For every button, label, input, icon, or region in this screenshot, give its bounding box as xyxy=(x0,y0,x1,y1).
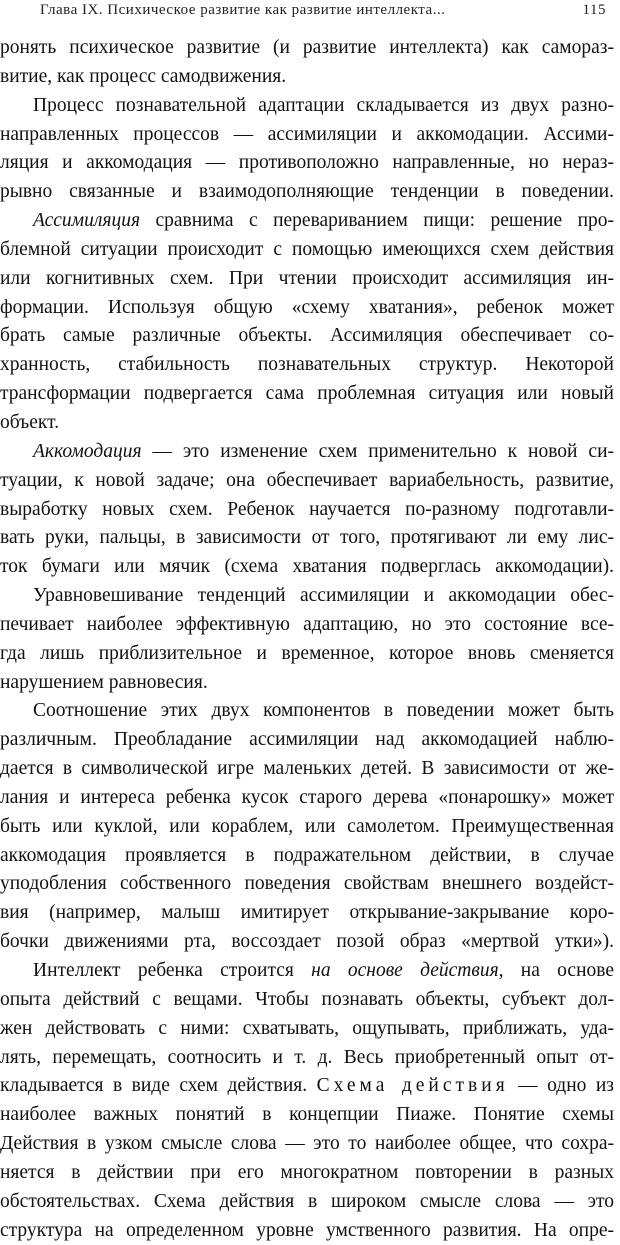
line-text: вать руки, пальцы, в зависимости от того, протягивают ли ему лис- xyxy=(0,527,614,549)
text-body xyxy=(0,34,620,1245)
text-line xyxy=(0,899,620,928)
text-line xyxy=(0,726,620,755)
line-text: различным. Преобладание ассимиляции над аккомодацией наблю- xyxy=(0,729,614,751)
text-line xyxy=(0,1072,620,1101)
text-line xyxy=(0,322,620,351)
text-line xyxy=(0,438,620,467)
text-line xyxy=(0,784,620,813)
text-line xyxy=(0,380,620,409)
running-header xyxy=(40,2,606,24)
text-line xyxy=(0,870,620,899)
line-text: дается в символической игре маленьких детей. В зависимости от же- xyxy=(0,758,614,780)
text-line xyxy=(0,63,620,92)
text-line xyxy=(0,957,620,986)
text-line xyxy=(0,1044,620,1073)
italic-term: на основе действия, xyxy=(311,960,504,981)
line-text: Соотношение этих двух компонентов в поведении может быть xyxy=(33,700,614,722)
line-text: объект. xyxy=(0,411,60,433)
text-line xyxy=(0,34,620,63)
text-line xyxy=(0,669,620,698)
line-text: аккомодация проявляется в подражательном действии, в случае xyxy=(0,844,614,866)
text-line xyxy=(0,582,620,611)
line-text: бочки движениями рта, воссоздает позой образ «мертвой утки»). xyxy=(0,931,614,953)
line-text: быть или куклой, или кораблем, или самолетом. Преимущественная xyxy=(0,815,614,837)
line-text: лять, перемещать, соотносить и т. д. Весь приобретенный опыт от- xyxy=(0,1046,614,1068)
text-line xyxy=(0,1188,620,1217)
line-text: наиболее важных понятий в концепции Пиаже. Понятие схемы xyxy=(0,1104,614,1126)
text-line xyxy=(0,265,620,294)
text-line xyxy=(0,813,620,842)
italic-term: Аккомодация xyxy=(33,440,142,462)
line-text: рывно связанные и взаимодополняющие тенденции в поведении. xyxy=(0,181,614,203)
line-text: брать самые различные объекты. Ассимиляция обеспечивает со- xyxy=(0,325,614,347)
text-line xyxy=(0,842,620,871)
text-line xyxy=(0,1015,620,1044)
line-text: или когнитивных схем. При чтении происходит ассимиляция ин- xyxy=(0,267,614,289)
text-line xyxy=(0,294,620,323)
text-line xyxy=(0,207,620,236)
italic-term: Ассимиляция xyxy=(33,210,141,232)
text-line xyxy=(0,986,620,1015)
text-line xyxy=(0,467,620,496)
text-line xyxy=(0,1130,620,1159)
line-text: блемной ситуации происходит с помощью имеющихся схем действия xyxy=(0,238,614,260)
line-text: опыта действий с вещами. Чтобы познавать объекты, субъект дол- xyxy=(0,988,614,1010)
text-line xyxy=(0,351,620,380)
text-line xyxy=(0,1101,620,1130)
line-text: на основе xyxy=(503,960,615,981)
text-line xyxy=(0,755,620,784)
line-text: сравнима с перевариванием пищи: решение про- xyxy=(140,210,614,232)
line-text: трансформации подвергается сама проблемная ситуация или новый xyxy=(0,383,614,405)
line-text: ронять психическое развитие (и развитие интеллекта) как самораз- xyxy=(0,37,614,58)
text-line xyxy=(0,524,620,553)
line-text: направленных процессов — ассимиляции и аккомодации. Ассими- xyxy=(0,123,614,145)
line-text: няется в действии при его многократном повторении в разных xyxy=(0,1161,614,1183)
line-text: лания и интереса ребенка кусок старого дерева «понарошку» может xyxy=(0,786,614,808)
line-text: — одно из xyxy=(508,1075,614,1097)
line-text: ляция и аккомодация — противоположно направленные, но нераз- xyxy=(0,152,614,174)
text-line xyxy=(0,553,620,582)
line-text: уподобления собственного поведения свойствам внешнего воздейст- xyxy=(0,873,614,895)
line-text: обстоятельствах. Схема действия в широком смысле слова — это xyxy=(0,1190,614,1212)
text-line xyxy=(0,178,620,207)
text-line xyxy=(0,611,620,640)
line-text: гда лишь приблизительное и временное, которое вновь сменяется xyxy=(0,642,614,664)
line-text: Уравновешивание тенденций ассимиляции и аккомодации обес- xyxy=(33,585,614,607)
line-text: — это изменение схем применительно к новой си- xyxy=(141,440,614,462)
text-line xyxy=(0,409,620,438)
line-text: туации, к новой задаче; она обеспечивает вариабельность, развитие, xyxy=(0,469,614,491)
line-text: нарушением равновесия. xyxy=(0,671,208,693)
line-text: Интеллект ребенка строится xyxy=(33,960,312,981)
text-line xyxy=(0,1159,620,1188)
line-text: Процесс познавательной адаптации складывается из двух разно- xyxy=(33,94,614,116)
text-line xyxy=(0,121,620,150)
spaced-term: Схема действия xyxy=(316,1075,509,1097)
text-line xyxy=(0,640,620,669)
line-text: печивает наиболее эффективную адаптацию, но это состояние все- xyxy=(0,613,614,635)
text-line xyxy=(0,92,620,121)
text-line xyxy=(0,697,620,726)
line-text: кладывается в виде схем действия. xyxy=(0,1075,317,1097)
text-line xyxy=(0,928,620,957)
chapter-title: Глава IX. Психическое развитие как развитие интеллекта... xyxy=(40,2,446,18)
text-line xyxy=(0,496,620,525)
page-number: 115 xyxy=(582,2,606,18)
line-text: хранность, стабильность познавательных структур. Некоторой xyxy=(0,354,614,376)
line-text: формации. Используя общую «схему хватания», ребенок может xyxy=(0,296,614,318)
line-text: витие, как процесс самодвижения. xyxy=(0,65,287,87)
text-line xyxy=(0,1217,620,1245)
line-text: Действия в узком смысле слова — это то наиболее общее, что сохра- xyxy=(0,1133,614,1155)
line-text: жен действовать с ними: схватывать, ощупывать, приближать, уда- xyxy=(0,1017,614,1039)
line-text: вия (например, малыш имитирует открывание-закрывание коро- xyxy=(0,902,614,924)
line-text: структура на определенном уровне умственного развития. На опре- xyxy=(0,1219,614,1241)
line-text: выработку новых схем. Ребенок научается по-разному подготавли- xyxy=(0,498,614,520)
text-line xyxy=(0,149,620,178)
text-line xyxy=(0,236,620,265)
line-text: ток бумаги или мячик (схема хватания подверглась аккомодации). xyxy=(0,556,614,578)
